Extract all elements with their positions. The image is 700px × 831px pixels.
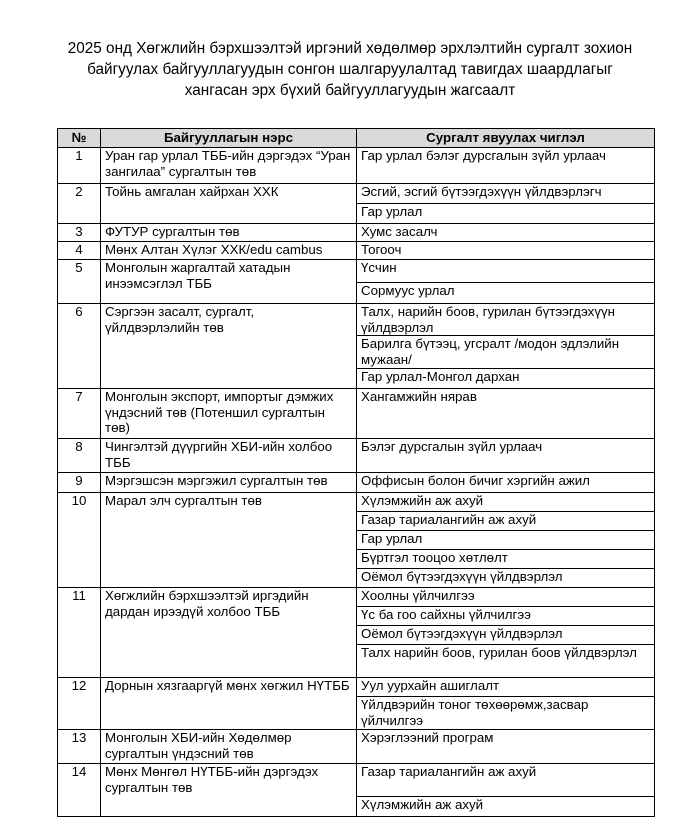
title-line: 2025 онд Хөгжлийн бэрхшээлтэй иргэний хөдөлмөр эрхлэлтийн сургалт зохион xyxy=(67,40,633,57)
table-row xyxy=(58,493,655,512)
document-title xyxy=(40,38,660,101)
organization-name: Мөнх Алтан Хүлэг ХХК/edu cambus xyxy=(101,242,357,260)
table-row xyxy=(58,730,655,764)
training-area: Хүлэмжийн аж ахуй xyxy=(357,797,655,817)
row-number: 11 xyxy=(58,588,101,678)
table-row xyxy=(58,224,655,242)
organization-name: Монголын экспорт, импортыг дэмжих үндэсний төв (Потеншил сургалтын төв) xyxy=(101,389,357,439)
organization-name: Чингэлтэй дүүргийн ХБИ-ийн холбоо ТББ xyxy=(101,439,357,473)
training-area: Үсчин xyxy=(357,260,655,283)
organization-name: ФУТУР сургалтын төв xyxy=(101,224,357,242)
training-area: Гар урлал xyxy=(357,204,655,224)
training-area: Тогооч xyxy=(357,242,655,260)
training-area: Оёмол бүтээгдэхүүн үйлдвэрлэл xyxy=(357,569,655,588)
row-number: 1 xyxy=(58,148,101,184)
training-area: Газар тариалангийн аж ахуй xyxy=(357,764,655,797)
training-area: Талх нарийн боов, гурилан боов үйлдвэрлэл xyxy=(357,645,655,678)
training-area: Барилга бүтээц, угсралт /модон эдлэлийн мужаан/ xyxy=(357,336,655,369)
training-area: Оффисын болон бичиг хэргийн ажил xyxy=(357,473,655,493)
table-row xyxy=(58,148,655,184)
table-header-row xyxy=(58,129,655,148)
training-area: Хэрэглээний програм xyxy=(357,730,655,764)
training-area: Талх, нарийн боов, гурилан бүтээгдэхүүн үйлдвэрлэл xyxy=(357,304,655,336)
table-row xyxy=(58,260,655,283)
training-area: Уул уурхайн ашиглалт xyxy=(357,678,655,697)
organization-name: Уран гар урлал ТББ-ийн дэргэдэх “Уран зангилаа” сургалтын төв xyxy=(101,148,357,184)
table-row xyxy=(58,473,655,493)
row-number: 9 xyxy=(58,473,101,493)
row-number: 6 xyxy=(58,304,101,389)
organization-name: Дорнын хязгааргүй мөнх хөгжил НҮТББ xyxy=(101,678,357,730)
table-row xyxy=(58,439,655,473)
organization-name: Тойнь амгалан хайрхан ХХК xyxy=(101,184,357,224)
training-area: Үйлдвэрийн тоног төхөөрөмж,засвар үйлчилгээ xyxy=(357,697,655,730)
organization-name: Мөнх Мөнгөл НҮТББ-ийн дэргэдэх сургалтын төв xyxy=(101,764,357,817)
organization-name: Хөгжлийн бэрхшээлтэй иргэдийн дардан ирээдүй холбоо ТББ xyxy=(101,588,357,678)
organization-name: Монголын жаргалтай хатадын инээмсэглэл ТББ xyxy=(101,260,357,304)
table-row xyxy=(58,764,655,797)
row-number: 12 xyxy=(58,678,101,730)
row-number: 14 xyxy=(58,764,101,817)
training-area: Эсгий, эсгий бүтээгдэхүүн үйлдвэрлэгч xyxy=(357,184,655,204)
row-number: 10 xyxy=(58,493,101,588)
table-row xyxy=(58,184,655,204)
training-area: Үс ба гоо сайхны үйлчилгээ xyxy=(357,607,655,626)
training-area: Гар урлал бэлэг дурсгалын зүйл урлаач xyxy=(357,148,655,184)
row-number: 4 xyxy=(58,242,101,260)
title-line: байгуулах байгууллагуудын сонгон шалгаруулалтад тавигдах шаардлагыг xyxy=(87,61,613,78)
row-number: 7 xyxy=(58,389,101,439)
row-number: 13 xyxy=(58,730,101,764)
header-training-area: Сургалт явуулах чиглэл xyxy=(357,129,655,148)
table-row xyxy=(58,389,655,439)
training-area: Хоолны үйлчилгээ xyxy=(357,588,655,607)
training-area: Сормуус урлал xyxy=(357,283,655,304)
organization-name: Мэргэшсэн мэргэжил сургалтын төв xyxy=(101,473,357,493)
row-number: 5 xyxy=(58,260,101,304)
training-area: Хангамжийн нярав xyxy=(357,389,655,439)
table-row xyxy=(58,304,655,336)
row-number: 2 xyxy=(58,184,101,224)
organization-name: Монголын ХБИ-ийн Хөдөлмөр сургалтын үндэсний төв xyxy=(101,730,357,764)
header-organization: Байгууллагын нэрс xyxy=(101,129,357,148)
table-row xyxy=(58,678,655,697)
row-number: 3 xyxy=(58,224,101,242)
row-number: 8 xyxy=(58,439,101,473)
header-number: № xyxy=(58,129,101,148)
table-row xyxy=(58,242,655,260)
organization-name: Марал элч сургалтын төв xyxy=(101,493,357,588)
title-line: хангасан эрх бүхий байгууллагуудын жагсаалт xyxy=(184,82,516,99)
table-row xyxy=(58,588,655,607)
training-area: Бэлэг дурсгалын зүйл урлаач xyxy=(357,439,655,473)
training-area: Газар тариалангийн аж ахуй xyxy=(357,512,655,531)
training-area: Бүртгэл тооцоо хөтлөлт xyxy=(357,550,655,569)
training-area: Оёмол бүтээгдэхүүн үйлдвэрлэл xyxy=(357,626,655,645)
table-body xyxy=(58,148,655,817)
training-area: Гар урлал xyxy=(357,531,655,550)
training-area: Хүлэмжийн аж ахуй xyxy=(357,493,655,512)
organizations-table xyxy=(57,128,655,817)
training-area: Хумс засалч xyxy=(357,224,655,242)
training-area: Гар урлал-Монгол дархан xyxy=(357,369,655,389)
organization-name: Сэргээн засалт, сургалт, үйлдвэрлэлийн төв xyxy=(101,304,357,389)
